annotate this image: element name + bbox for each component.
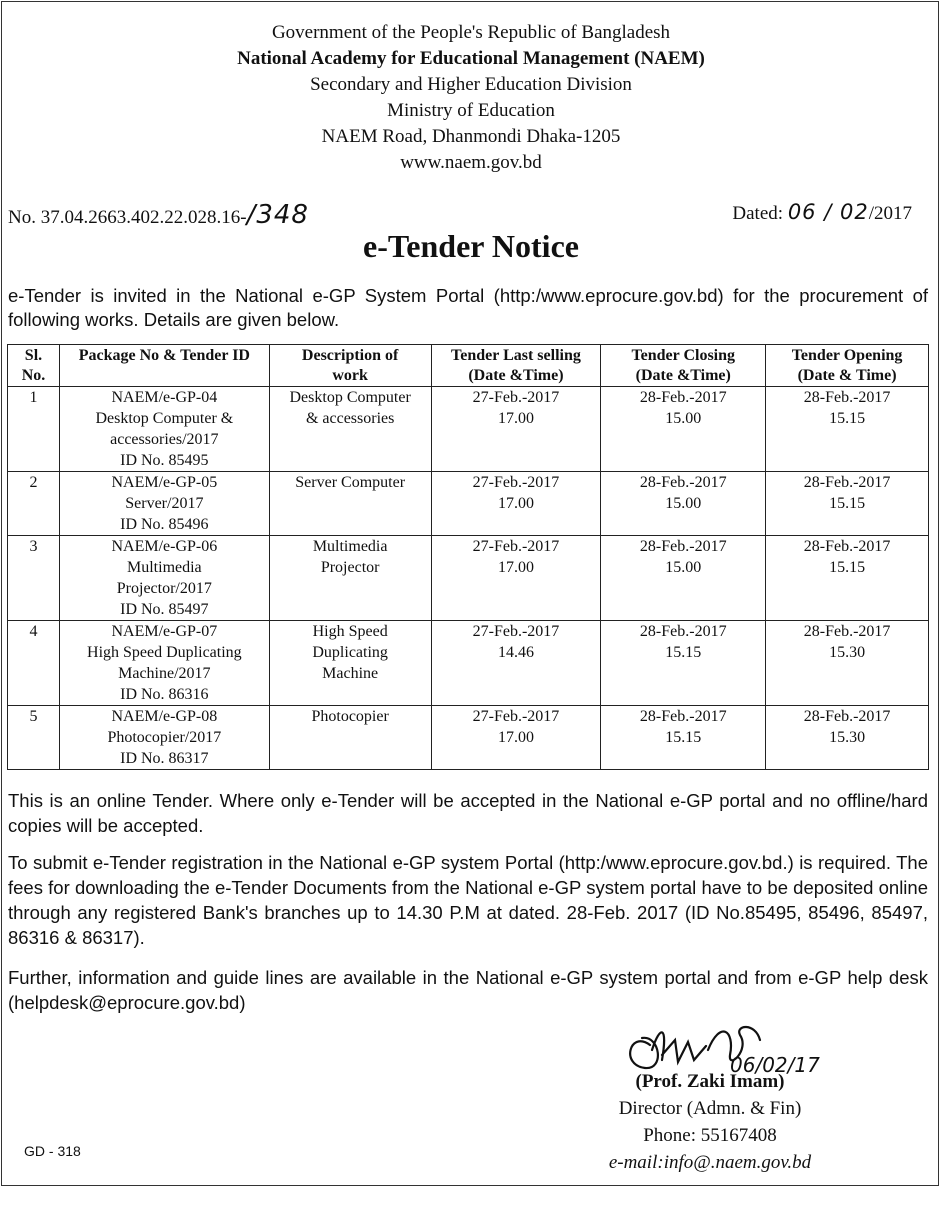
closing-cell: 28-Feb.-2017 15.00 [601, 387, 766, 472]
signatory-phone: Phone: 55167408 [643, 1125, 777, 1146]
closing-cell: 28-Feb.-2017 15.00 [601, 536, 766, 621]
helpdesk-paragraph: Further, information and guide lines are available in the National e-GP system portal and from e-GP help desk (helpdesk@eprocure.gov.bd) [8, 967, 928, 1013]
intro-paragraph: e-Tender is invited in the National e-GP System Portal (http:/www.eprocure.gov.bd) for the procurement of following works. Details are given below. [8, 285, 928, 330]
opening-cell: 28-Feb.-2017 15.30 [766, 706, 929, 770]
signature-date: 06/02/17 [730, 1053, 820, 1077]
col-header-sl: Sl. No. [8, 345, 60, 387]
dated-month: 02 [839, 200, 869, 224]
division-line: Secondary and Higher Education Division [310, 74, 632, 95]
closing-cell: 28-Feb.-2017 15.00 [601, 472, 766, 536]
col-header-last-selling: Tender Last selling (Date &Time) [431, 345, 601, 387]
page-title: e-Tender Notice [363, 228, 579, 264]
last-selling-cell: 27-Feb.-2017 17.00 [431, 706, 601, 770]
description-cell: Server Computer [269, 472, 431, 536]
table-row [8, 387, 929, 472]
col-header-package: Package No & Tender ID [59, 345, 269, 387]
table-row [8, 536, 929, 621]
package-cell: NAEM/e-GP-06 Multimedia Projector/2017 ID No. 85497 [59, 536, 269, 621]
col-header-opening: Tender Opening (Date & Time) [766, 345, 929, 387]
table-row [8, 472, 929, 536]
sl-cell: 4 [8, 621, 60, 706]
description-cell: High Speed Duplicating Machine [269, 621, 431, 706]
sl-cell: 2 [8, 472, 60, 536]
sl-cell: 5 [8, 706, 60, 770]
dated-day: 06 [787, 200, 817, 224]
package-cell: NAEM/e-GP-08 Photocopier/2017 ID No. 86317 [59, 706, 269, 770]
description-cell: Desktop Computer & accessories [269, 387, 431, 472]
col-header-description: Description of work [269, 345, 431, 387]
table-row [8, 706, 929, 770]
opening-cell: 28-Feb.-2017 15.30 [766, 621, 929, 706]
website-line: www.naem.gov.bd [400, 152, 542, 173]
opening-cell: 28-Feb.-2017 15.15 [766, 472, 929, 536]
package-cell: NAEM/e-GP-05 Server/2017 ID No. 85496 [59, 472, 269, 536]
table-row [8, 621, 929, 706]
description-cell: Photocopier [269, 706, 431, 770]
dated-sep: / [816, 200, 840, 224]
sl-cell: 1 [8, 387, 60, 472]
signatory-email: e-mail:info@.naem.gov.bd [608, 1152, 812, 1173]
address-line: NAEM Road, Dhanmondi Dhaka-1205 [321, 126, 621, 147]
academy-name: National Academy for Educational Management (NAEM) [237, 48, 705, 69]
opening-cell: 28-Feb.-2017 15.15 [766, 387, 929, 472]
govt-line: Government of the People's Republic of Bangladesh [271, 22, 671, 43]
footer-code: GD - 318 [24, 1143, 81, 1159]
signatory-name: (Prof. Zaki Imam) [635, 1071, 785, 1092]
tender-table [7, 344, 929, 770]
date-line [732, 200, 912, 225]
reference-number [8, 200, 309, 230]
dated-year: /2017 [868, 203, 912, 224]
sl-cell: 3 [8, 536, 60, 621]
reference-handwritten: /348 [246, 200, 309, 230]
reference-prefix: No. 37.04.2663.402.22.028.16- [8, 207, 247, 228]
package-cell: NAEM/e-GP-07 High Speed Duplicating Machine/2017 ID No. 86316 [59, 621, 269, 706]
letterhead [0, 20, 942, 176]
online-tender-paragraph: This is an online Tender. Where only e-Tender will be accepted in the National e-GP portal and no offline/hard copies will be accepted. [8, 790, 928, 836]
description-cell: Multimedia Projector [269, 536, 431, 621]
table-header-row [8, 345, 929, 387]
registration-paragraph: To submit e-Tender registration in the National e-GP system Portal (http:/www.eprocure.gov.bd.) is required. The fees for downloading the e-Tender Documents from the National e-GP system portal have to be deposited online through any registered Bank's branches up to 14.30 P.M at dated. 28-Feb. 2017 (ID No.85495, 85496, 85497, 86316 & 86317). [8, 852, 928, 948]
closing-cell: 28-Feb.-2017 15.15 [601, 706, 766, 770]
signatory-designation: Director (Admn. & Fin) [618, 1098, 802, 1119]
col-header-closing: Tender Closing (Date &Time) [601, 345, 766, 387]
opening-cell: 28-Feb.-2017 15.15 [766, 536, 929, 621]
closing-cell: 28-Feb.-2017 15.15 [601, 621, 766, 706]
tender-table-body [8, 387, 929, 770]
last-selling-cell: 27-Feb.-2017 17.00 [431, 536, 601, 621]
dated-label: Dated: [732, 203, 784, 224]
package-cell: NAEM/e-GP-04 Desktop Computer & accessories/2017 ID No. 85495 [59, 387, 269, 472]
last-selling-cell: 27-Feb.-2017 17.00 [431, 472, 601, 536]
last-selling-cell: 27-Feb.-2017 14.46 [431, 621, 601, 706]
ministry-line: Ministry of Education [387, 100, 555, 121]
last-selling-cell: 27-Feb.-2017 17.00 [431, 387, 601, 472]
